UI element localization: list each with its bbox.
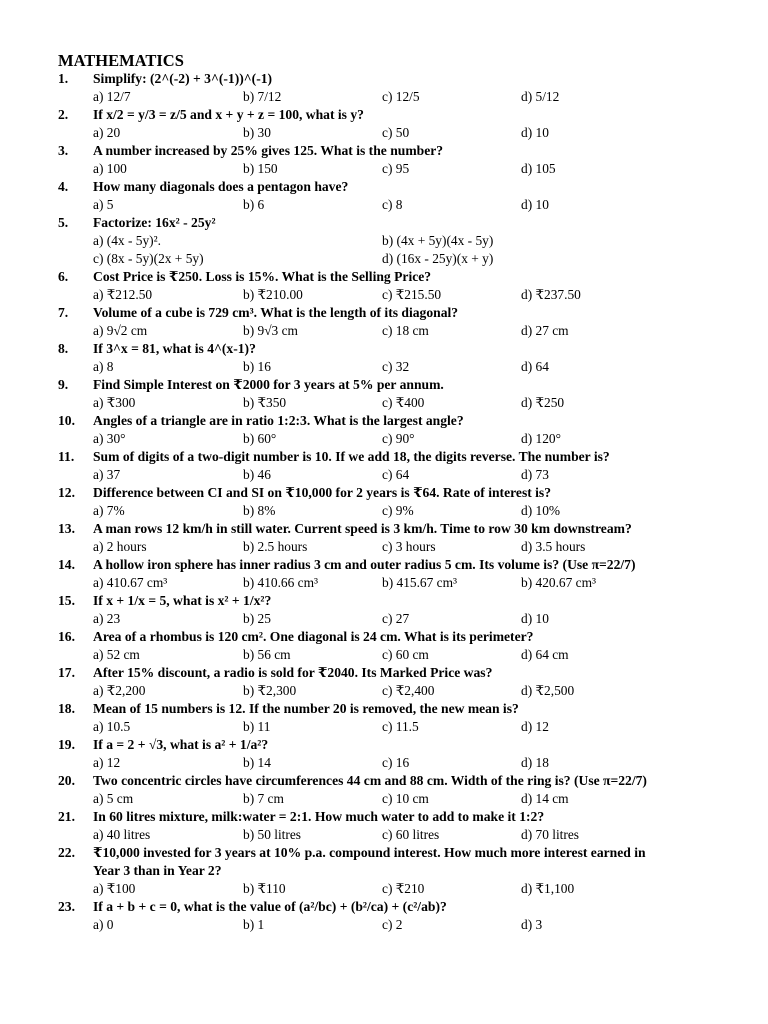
question-text: If x + 1/x = 5, what is x² + 1/x²? (93, 593, 272, 608)
options-row (58, 790, 718, 808)
answer-option: a) 2 hours (93, 539, 147, 554)
question-line (58, 520, 718, 538)
question-line (58, 736, 718, 754)
answer-option: a) 52 cm (93, 647, 140, 662)
question-number: 22. (58, 845, 75, 860)
question-number: 4. (58, 179, 69, 194)
question-text: If a + b + c = 0, what is the value of (a²/bc) + (b²/ca) + (c²/ab)? (93, 899, 447, 914)
question-number: 15. (58, 593, 75, 608)
answer-option: a) 5 (93, 197, 114, 212)
answer-option: b) 8% (243, 503, 276, 518)
answer-option: b) 16 (243, 359, 271, 374)
options-row (58, 322, 718, 340)
question-text: Simplify: (2^(-2) + 3^(-1))^(-1) (93, 71, 273, 86)
question-line (58, 70, 718, 88)
question-item (58, 808, 718, 844)
answer-option: c) ₹210 (382, 881, 425, 896)
options-row (58, 574, 718, 592)
question-line (58, 484, 718, 502)
options-row (58, 610, 718, 628)
answer-option: d) ₹237.50 (521, 287, 581, 302)
answer-option: a) 9√2 cm (93, 323, 148, 338)
question-text: After 15% discount, a radio is sold for ₹2040. Its Marked Price was? (93, 665, 493, 680)
answer-option: d) 10 (521, 611, 549, 626)
answer-option: b) 11 (243, 719, 271, 734)
answer-option: a) 7% (93, 503, 125, 518)
question-number: 13. (58, 521, 75, 536)
answer-option: a) 8 (93, 359, 114, 374)
answer-option: c) ₹2,400 (382, 683, 435, 698)
question-item (58, 556, 718, 592)
answer-option: b) 46 (243, 467, 271, 482)
answer-option: b) 2.5 hours (243, 539, 308, 554)
question-item (58, 844, 718, 898)
answer-option: d) 3 (521, 917, 543, 932)
answer-option: a) 0 (93, 917, 114, 932)
question-number: 18. (58, 701, 75, 716)
question-line (58, 214, 718, 232)
options-row (58, 466, 718, 484)
question-number: 11. (58, 449, 75, 464)
question-line (58, 700, 718, 718)
answer-option: c) 12/5 (382, 89, 420, 104)
answer-option: a) 12 (93, 755, 121, 770)
options-row (58, 124, 718, 142)
question-number: 10. (58, 413, 75, 428)
question-number: 3. (58, 143, 69, 158)
answer-option: d) 3.5 hours (521, 539, 586, 554)
question-item (58, 178, 718, 214)
question-line (58, 178, 718, 196)
answer-option: b) 410.66 cm³ (243, 575, 319, 590)
answer-option: c) 50 (382, 125, 410, 140)
question-item (58, 340, 718, 376)
answer-option: a) ₹212.50 (93, 287, 153, 302)
answer-option: b) 25 (243, 611, 271, 626)
question-number: 9. (58, 377, 69, 392)
answer-option: d) 10% (521, 503, 561, 518)
page-title: MATHEMATICS (58, 51, 184, 70)
answer-option: a) 100 (93, 161, 127, 176)
answer-option: a) 37 (93, 467, 121, 482)
question-text: ₹10,000 invested for 3 years at 10% p.a. compound interest. How much more interest earned in (93, 845, 646, 860)
question-list (58, 70, 718, 934)
question-number: 16. (58, 629, 75, 644)
question-text-continued: Year 3 than in Year 2? (93, 863, 222, 878)
answer-option: a) ₹2,200 (93, 683, 146, 698)
question-item (58, 772, 718, 808)
question-item (58, 214, 718, 268)
options-row (58, 232, 718, 250)
question-item (58, 592, 718, 628)
answer-option: c) 90° (382, 431, 415, 446)
question-text: How many diagonals does a pentagon have? (93, 179, 349, 194)
question-number: 21. (58, 809, 75, 824)
question-item (58, 376, 718, 412)
options-row (58, 538, 718, 556)
options-row (58, 286, 718, 304)
question-line (58, 556, 718, 574)
question-line (58, 376, 718, 394)
answer-option: c) ₹215.50 (382, 287, 442, 302)
answer-option: d) 64 (521, 359, 549, 374)
answer-option: c) 3 hours (382, 539, 436, 554)
answer-option: c) 32 (382, 359, 410, 374)
answer-option: b) 56 cm (243, 647, 291, 662)
options-row (58, 826, 718, 844)
options-row (58, 394, 718, 412)
options-row (58, 880, 718, 898)
question-item (58, 142, 718, 178)
question-text: In 60 litres mixture, milk:water = 2:1. How much water to add to make it 1:2? (93, 809, 545, 824)
answer-option: d) 120° (521, 431, 561, 446)
question-line (58, 142, 718, 160)
options-row (58, 502, 718, 520)
answer-option: c) 95 (382, 161, 410, 176)
answer-option: b) 420.67 cm³ (521, 575, 597, 590)
question-text: Difference between CI and SI on ₹10,000 for 2 years is ₹64. Rate of interest is? (93, 485, 552, 500)
answer-option: a) 410.67 cm³ (93, 575, 168, 590)
question-text: Sum of digits of a two-digit number is 10. If we add 18, the digits reverse. The number is? (93, 449, 610, 464)
answer-option: b) 60° (243, 431, 277, 446)
answer-option: b) ₹110 (243, 881, 286, 896)
question-text: A man rows 12 km/h in still water. Current speed is 3 km/h. Time to row 30 km downstream? (93, 521, 632, 536)
answer-option: d) ₹1,100 (521, 881, 575, 896)
answer-option: d) 64 cm (521, 647, 569, 662)
answer-option: d) 10 (521, 125, 549, 140)
options-row (58, 754, 718, 772)
options-row (58, 250, 718, 268)
answer-option: a) 23 (93, 611, 121, 626)
question-text: Mean of 15 numbers is 12. If the number 20 is removed, the new mean is? (93, 701, 519, 716)
answer-option: b) 9√3 cm (243, 323, 298, 338)
question-item (58, 664, 718, 700)
question-item (58, 448, 718, 484)
question-item (58, 700, 718, 736)
answer-option: b) (4x + 5y)(4x - 5y) (382, 233, 494, 248)
question-line (58, 898, 718, 916)
answer-option: c) 2 (382, 917, 403, 932)
question-number: 1. (58, 71, 69, 86)
question-line (58, 448, 718, 466)
question-number: 2. (58, 107, 69, 122)
question-item (58, 736, 718, 772)
question-text: Angles of a triangle are in ratio 1:2:3. What is the largest angle? (93, 413, 464, 428)
question-text: If a = 2 + √3, what is a² + 1/a²? (93, 737, 269, 752)
answer-option: c) 18 cm (382, 323, 429, 338)
question-line (58, 628, 718, 646)
answer-option: a) 20 (93, 125, 121, 140)
question-number: 6. (58, 269, 69, 284)
answer-option: c) 9% (382, 503, 414, 518)
question-line (58, 106, 718, 124)
answer-option: c) 16 (382, 755, 410, 770)
answer-option: d) 14 cm (521, 791, 569, 806)
question-number: 8. (58, 341, 69, 356)
question-text: A hollow iron sphere has inner radius 3 cm and outer radius 5 cm. Its volume is? (Use π=22/7) (93, 557, 636, 572)
question-item (58, 70, 718, 106)
question-item (58, 898, 718, 934)
options-row (58, 160, 718, 178)
question-item (58, 628, 718, 664)
question-number: 5. (58, 215, 69, 230)
question-line (58, 268, 718, 286)
answer-option: a) ₹300 (93, 395, 136, 410)
question-item (58, 520, 718, 556)
answer-option: b) 50 litres (243, 827, 302, 842)
answer-option: b) 1 (243, 917, 265, 932)
answer-option: b) 415.67 cm³ (382, 575, 458, 590)
answer-option: b) 14 (243, 755, 271, 770)
answer-option: a) 12/7 (93, 89, 131, 104)
answer-option: c) 60 cm (382, 647, 429, 662)
answer-option: d) 70 litres (521, 827, 580, 842)
answer-option: b) ₹210.00 (243, 287, 303, 302)
question-number: 20. (58, 773, 75, 788)
answer-option: a) (4x - 5y)². (93, 233, 161, 248)
answer-option: c) 8 (382, 197, 403, 212)
question-text: Two concentric circles have circumferences 44 cm and 88 cm. Width of the ring is? (Use π=22/7) (93, 773, 647, 788)
question-item (58, 484, 718, 520)
question-number: 14. (58, 557, 75, 572)
question-item (58, 412, 718, 448)
answer-option: c) ₹400 (382, 395, 425, 410)
question-line (58, 808, 718, 826)
options-row (58, 682, 718, 700)
answer-option: b) 7 cm (243, 791, 284, 806)
question-text: A number increased by 25% gives 125. What is the number? (93, 143, 444, 158)
answer-option: d) 5/12 (521, 89, 560, 104)
question-number: 17. (58, 665, 75, 680)
question-item (58, 106, 718, 142)
answer-option: d) 27 cm (521, 323, 569, 338)
answer-option: c) 27 (382, 611, 410, 626)
question-number: 19. (58, 737, 75, 752)
answer-option: a) 30° (93, 431, 126, 446)
question-line (58, 844, 718, 862)
question-line (58, 304, 718, 322)
answer-option: a) 10.5 (93, 719, 131, 734)
question-text: If 3^x = 81, what is 4^(x-1)? (93, 341, 256, 356)
question-number: 12. (58, 485, 75, 500)
answer-option: c) 10 cm (382, 791, 429, 806)
answer-option: b) 7/12 (243, 89, 282, 104)
answer-option: d) ₹250 (521, 395, 565, 410)
answer-option: b) 6 (243, 197, 265, 212)
options-row (58, 646, 718, 664)
question-number: 7. (58, 305, 69, 320)
options-row (58, 358, 718, 376)
answer-option: d) ₹2,500 (521, 683, 575, 698)
worksheet (58, 50, 718, 934)
question-line (58, 664, 718, 682)
question-line (58, 592, 718, 610)
answer-option: a) 40 litres (93, 827, 151, 842)
answer-option: d) 12 (521, 719, 549, 734)
answer-option: d) 105 (521, 161, 556, 176)
question-line (58, 772, 718, 790)
answer-option: b) ₹2,300 (243, 683, 297, 698)
answer-option: d) 18 (521, 755, 549, 770)
question-text: If x/2 = y/3 = z/5 and x + y + z = 100, what is y? (93, 107, 364, 122)
question-number: 23. (58, 899, 75, 914)
answer-option: a) ₹100 (93, 881, 136, 896)
question-text: Factorize: 16x² - 25y² (93, 215, 216, 230)
question-item (58, 304, 718, 340)
question-text: Cost Price is ₹250. Loss is 15%. What is the Selling Price? (93, 269, 432, 284)
question-line (58, 412, 718, 430)
options-row (58, 88, 718, 106)
answer-option: b) ₹350 (243, 395, 287, 410)
options-row (58, 430, 718, 448)
options-row (58, 718, 718, 736)
answer-option: c) 60 litres (382, 827, 440, 842)
answer-option: d) 10 (521, 197, 549, 212)
answer-option: a) 5 cm (93, 791, 134, 806)
answer-option: b) 150 (243, 161, 278, 176)
question-line (58, 340, 718, 358)
answer-option: c) (8x - 5y)(2x + 5y) (93, 251, 204, 266)
question-text: Area of a rhombus is 120 cm². One diagonal is 24 cm. What is its perimeter? (93, 629, 534, 644)
answer-option: c) 64 (382, 467, 410, 482)
answer-option: d) (16x - 25y)(x + y) (382, 251, 494, 266)
options-row (58, 196, 718, 214)
question-item (58, 268, 718, 304)
answer-option: d) 73 (521, 467, 549, 482)
answer-option: c) 11.5 (382, 719, 419, 734)
question-text: Volume of a cube is 729 cm³. What is the length of its diagonal? (93, 305, 459, 320)
answer-option: b) 30 (243, 125, 271, 140)
options-row (58, 916, 718, 934)
question-text: Find Simple Interest on ₹2000 for 3 years at 5% per annum. (93, 377, 444, 392)
